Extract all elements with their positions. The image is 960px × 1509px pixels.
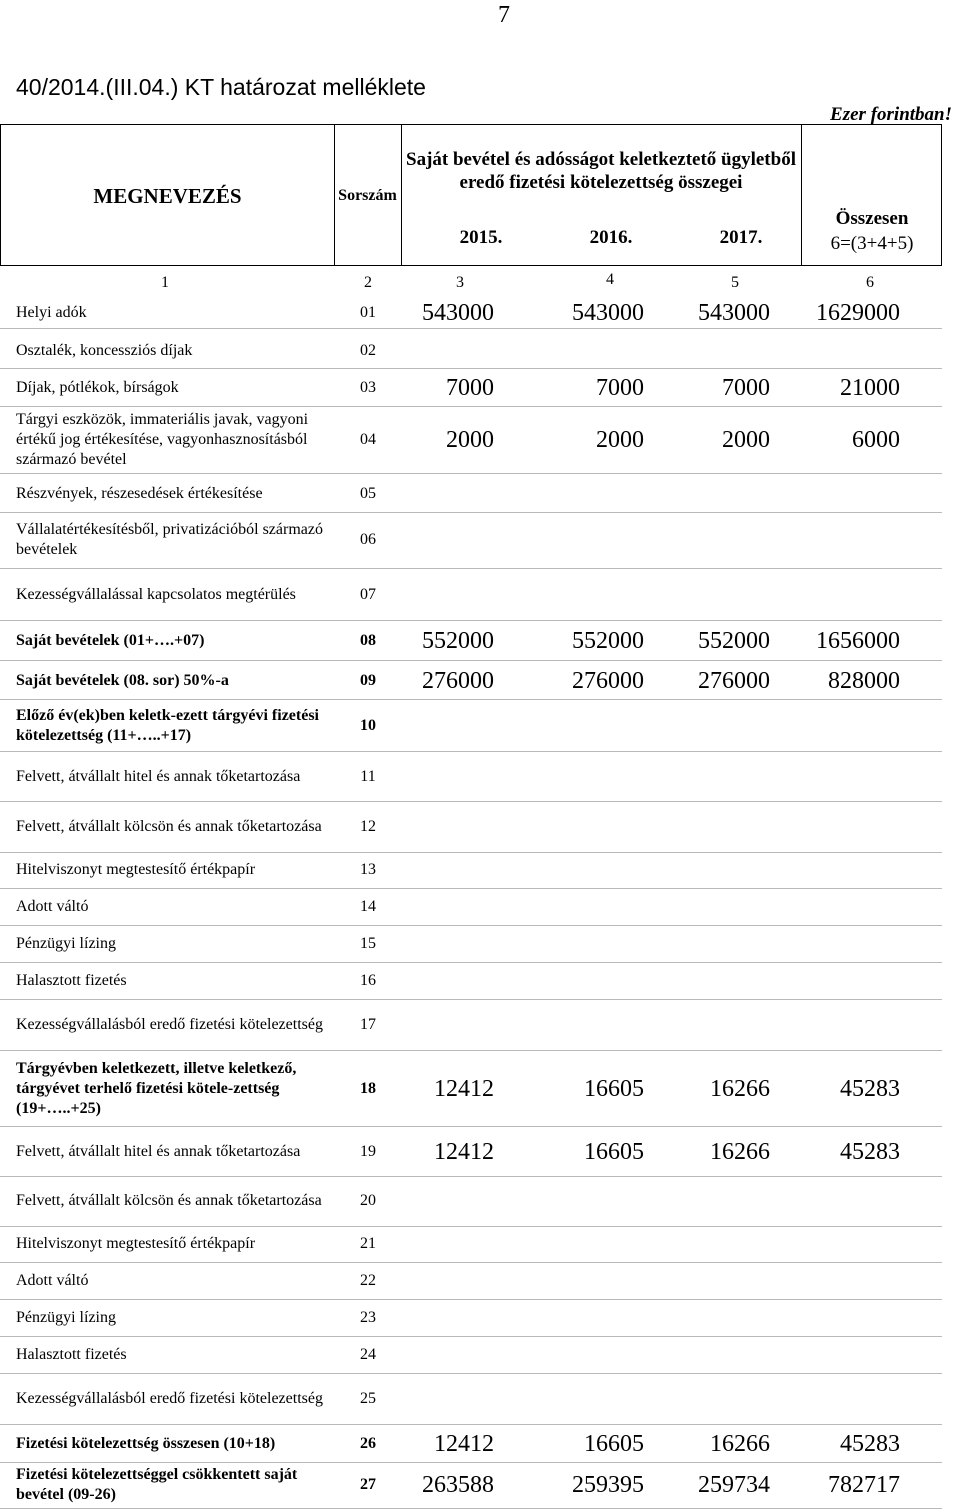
row-number: 25 xyxy=(360,1390,376,1407)
row-label: Pénzügyi lízing xyxy=(16,935,116,952)
value-2017 xyxy=(650,926,770,962)
value-2017 xyxy=(650,476,770,512)
value-2015: 12412 xyxy=(434,1075,494,1102)
value-2015 xyxy=(400,334,494,368)
value-total: 45283 xyxy=(840,1138,900,1165)
table-row xyxy=(0,1337,942,1374)
row-label: Tárgyévben keletkezett, illetve keletkező, tárgyévet terhelő fizetési kötele-zettség (19+…..+25) xyxy=(16,1060,297,1117)
header-total-formula: 6=(3+4+5) xyxy=(830,233,914,254)
row-label: Tárgyi eszközök, immateriális javak, vagyoni értékű jog értékesítése, vagyonhasznosításból származó bevétel xyxy=(16,411,309,468)
header-total xyxy=(801,201,943,261)
row-number: 08 xyxy=(360,632,376,649)
table-row xyxy=(0,753,942,802)
row-label: Halasztott fizetés xyxy=(16,972,127,989)
value-2017 xyxy=(650,570,770,620)
table-row xyxy=(0,802,942,853)
value-2016: 276000 xyxy=(572,667,644,694)
value-total xyxy=(780,926,900,962)
row-label: Osztalék, koncessziós díjak xyxy=(16,342,193,359)
row-number: 05 xyxy=(360,485,376,502)
value-2016 xyxy=(500,852,644,888)
value-total xyxy=(780,570,900,620)
value-2016: 543000 xyxy=(572,299,644,326)
value-2015: 12412 xyxy=(434,1138,494,1165)
row-number: 23 xyxy=(360,1309,376,1326)
value-2015 xyxy=(400,1000,494,1050)
value-2016: 2000 xyxy=(596,426,644,453)
value-2016: 16605 xyxy=(584,1075,644,1102)
header-total-label: Összesen xyxy=(835,208,909,229)
row-number: 20 xyxy=(360,1192,376,1209)
table-row xyxy=(0,1128,942,1177)
value-2015: 276000 xyxy=(422,667,494,694)
value-total xyxy=(780,476,900,512)
header-year-2016: 2016. xyxy=(589,227,633,248)
value-2016 xyxy=(500,963,644,999)
row-label: Díjak, pótlékok, bírságok xyxy=(16,379,179,396)
value-2015 xyxy=(400,1374,494,1424)
header-serial: Sorszám xyxy=(338,187,397,204)
row-number: 15 xyxy=(360,935,376,952)
table-row xyxy=(0,407,942,474)
table-row xyxy=(0,476,942,513)
value-total: 6000 xyxy=(852,426,900,453)
header-name: MEGNEVEZÉS xyxy=(93,183,242,208)
row-label: Helyi adók xyxy=(16,304,87,321)
value-total xyxy=(780,1374,900,1424)
value-2015 xyxy=(400,889,494,925)
value-2017 xyxy=(650,512,770,568)
table-row xyxy=(0,1052,942,1127)
value-2015: 552000 xyxy=(422,627,494,654)
value-total xyxy=(780,852,900,888)
value-2017: 552000 xyxy=(698,627,770,654)
row-label: Hitelviszonyt megtestesítő értékpapír xyxy=(16,1235,256,1252)
row-label: Pénzügyi lízing xyxy=(16,1309,116,1326)
table-row xyxy=(0,1263,942,1300)
value-total xyxy=(780,1176,900,1226)
value-2017: 2000 xyxy=(722,426,770,453)
column-number: 6 xyxy=(866,274,874,291)
value-2016 xyxy=(500,1226,644,1262)
value-2015 xyxy=(400,1176,494,1226)
column-number: 5 xyxy=(731,274,739,291)
column-number: 3 xyxy=(456,274,464,291)
value-2016 xyxy=(500,926,644,962)
value-2015 xyxy=(400,963,494,999)
value-total: 1629000 xyxy=(816,299,900,326)
row-label: Halasztott fizetés xyxy=(16,1346,127,1363)
value-total xyxy=(780,334,900,368)
value-2015 xyxy=(400,1263,494,1299)
row-label: Felvett, átvállalt hitel és annak tőketartozása xyxy=(16,768,301,785)
header-year-2015: 2015. xyxy=(459,227,503,248)
row-number: 18 xyxy=(360,1080,376,1097)
table-row xyxy=(0,663,942,700)
value-2015 xyxy=(400,926,494,962)
row-label: Felvett, átvállalt hitel és annak tőketartozása xyxy=(16,1143,301,1160)
value-2016 xyxy=(500,1300,644,1336)
value-2016 xyxy=(500,1000,644,1050)
value-2015 xyxy=(400,1337,494,1373)
row-label: Felvett, átvállalt kölcsön és annak tőketartozása xyxy=(16,818,322,835)
value-total: 21000 xyxy=(840,374,900,401)
value-2016 xyxy=(500,570,644,620)
table-row xyxy=(0,370,942,407)
row-label: Saját bevételek (01+….+07) xyxy=(16,632,205,649)
table-row xyxy=(0,570,942,621)
value-2016: 7000 xyxy=(596,374,644,401)
value-2016 xyxy=(500,334,644,368)
value-2017: 259734 xyxy=(698,1471,770,1498)
value-2015 xyxy=(400,701,494,751)
value-2017: 276000 xyxy=(698,667,770,694)
value-2015: 543000 xyxy=(422,299,494,326)
value-2015 xyxy=(400,852,494,888)
table-row xyxy=(0,1374,942,1425)
row-number: 13 xyxy=(360,861,376,878)
value-2017 xyxy=(650,1337,770,1373)
row-number: 22 xyxy=(360,1272,376,1289)
value-2016 xyxy=(500,512,644,568)
value-total: 1656000 xyxy=(816,627,900,654)
value-2015 xyxy=(400,1300,494,1336)
value-2017 xyxy=(650,852,770,888)
value-2017 xyxy=(650,1176,770,1226)
value-2015: 7000 xyxy=(446,374,494,401)
row-number: 06 xyxy=(360,531,376,548)
table-header xyxy=(0,124,942,266)
row-label: Felvett, átvállalt kölcsön és annak tőketartozása xyxy=(16,1192,322,1209)
value-2015 xyxy=(400,753,494,801)
row-number: 07 xyxy=(360,586,376,603)
row-number: 09 xyxy=(360,672,376,689)
value-total xyxy=(780,1226,900,1262)
value-2015: 263588 xyxy=(422,1471,494,1498)
row-label: Adott váltó xyxy=(16,1272,89,1289)
value-total: 782717 xyxy=(828,1471,900,1498)
value-2017 xyxy=(650,334,770,368)
column-number: 1 xyxy=(161,274,169,291)
value-2016 xyxy=(500,476,644,512)
value-total xyxy=(780,512,900,568)
value-2016 xyxy=(500,1263,644,1299)
value-2015 xyxy=(400,802,494,852)
row-number: 01 xyxy=(360,304,376,321)
row-label: Saját bevételek (08. sor) 50%-a xyxy=(16,672,229,689)
value-2017 xyxy=(650,753,770,801)
row-label: Részvények, részesedések értékesítése xyxy=(16,485,263,502)
value-2015 xyxy=(400,1226,494,1262)
row-number: 03 xyxy=(360,379,376,396)
value-2017 xyxy=(650,889,770,925)
row-label: Fizetési kötelezettség összesen (10+18) xyxy=(16,1435,276,1452)
value-2017 xyxy=(650,1226,770,1262)
value-total xyxy=(780,802,900,852)
value-2015: 2000 xyxy=(446,426,494,453)
value-2017: 7000 xyxy=(722,374,770,401)
row-number: 16 xyxy=(360,972,376,989)
value-2017 xyxy=(650,701,770,751)
value-total xyxy=(780,1000,900,1050)
value-total xyxy=(780,1337,900,1373)
value-2016 xyxy=(500,1374,644,1424)
row-label: Előző év(ek)ben keletk-ezett tárgyévi fizetési kötelezettség (11+…..+17) xyxy=(16,707,319,744)
table-row xyxy=(0,298,942,329)
value-2017 xyxy=(650,1000,770,1050)
unit-note: Ezer forintban! xyxy=(830,104,952,125)
value-2017: 16266 xyxy=(710,1075,770,1102)
value-2015 xyxy=(400,570,494,620)
row-number: 24 xyxy=(360,1346,376,1363)
value-total xyxy=(780,1263,900,1299)
value-2016 xyxy=(500,1176,644,1226)
row-label: Kezességvállalással kapcsolatos megtérülés xyxy=(16,586,296,603)
table-row xyxy=(0,1000,942,1051)
column-number: 4 xyxy=(606,271,614,288)
table-row xyxy=(0,963,942,1000)
value-2016: 16605 xyxy=(584,1138,644,1165)
table-row xyxy=(0,1426,942,1463)
row-label: Kezességvállalásból eredő fizetési kötelezettség xyxy=(16,1016,323,1033)
table-row xyxy=(0,1300,942,1337)
value-total xyxy=(780,963,900,999)
value-2015 xyxy=(400,512,494,568)
value-total xyxy=(780,701,900,751)
row-number: 10 xyxy=(360,717,376,734)
table-row xyxy=(0,334,942,369)
column-number: 2 xyxy=(364,274,372,291)
value-2016: 552000 xyxy=(572,627,644,654)
row-label: Hitelviszonyt megtestesítő értékpapír xyxy=(16,861,256,878)
value-total: 828000 xyxy=(828,667,900,694)
value-2017: 16266 xyxy=(710,1138,770,1165)
value-2016 xyxy=(500,1337,644,1373)
table-row xyxy=(0,1462,942,1509)
header-year-2017: 2017. xyxy=(719,227,763,248)
document-title: 40/2014.(III.04.) KT határozat melléklete xyxy=(16,74,426,100)
row-number: 17 xyxy=(360,1016,376,1033)
value-2017: 543000 xyxy=(698,299,770,326)
row-number: 02 xyxy=(360,342,376,359)
value-2017 xyxy=(650,1263,770,1299)
value-total xyxy=(780,753,900,801)
table-row xyxy=(0,512,942,569)
value-2016: 16605 xyxy=(584,1430,644,1457)
value-total xyxy=(780,1300,900,1336)
table-row xyxy=(0,701,942,752)
column-number-row xyxy=(0,268,942,298)
value-2017 xyxy=(650,1374,770,1424)
value-2017 xyxy=(650,802,770,852)
table-row xyxy=(0,622,942,661)
row-label: Vállalatértékesítésből, privatizációból származó bevételek xyxy=(16,521,323,558)
row-number: 21 xyxy=(360,1235,376,1252)
value-total xyxy=(780,889,900,925)
table-row xyxy=(0,1226,942,1263)
row-label: Fizetési kötelezettséggel csökkentett saját bevétel (09-26) xyxy=(16,1466,298,1503)
row-number: 26 xyxy=(360,1435,376,1452)
table-row xyxy=(0,852,942,889)
value-2015 xyxy=(400,476,494,512)
row-number: 14 xyxy=(360,898,376,915)
row-number: 11 xyxy=(360,768,376,785)
row-number: 04 xyxy=(360,431,376,448)
value-total: 45283 xyxy=(840,1075,900,1102)
row-number: 12 xyxy=(360,818,376,835)
value-2015: 12412 xyxy=(434,1430,494,1457)
table-row xyxy=(0,889,942,926)
row-label: Kezességvállalásból eredő fizetési kötelezettség xyxy=(16,1390,323,1407)
value-2017: 16266 xyxy=(710,1430,770,1457)
row-number: 19 xyxy=(360,1143,376,1160)
value-2016 xyxy=(500,889,644,925)
table-row xyxy=(0,1176,942,1227)
value-total: 45283 xyxy=(840,1430,900,1457)
row-label: Adott váltó xyxy=(16,898,89,915)
value-2017 xyxy=(650,963,770,999)
header-group: Saját bevétel és adósságot keletkeztető ügyletből eredő fizetési kötelezettség összegei xyxy=(406,149,796,193)
value-2016 xyxy=(500,701,644,751)
table-row xyxy=(0,926,942,963)
row-number: 27 xyxy=(360,1476,376,1493)
value-2016 xyxy=(500,753,644,801)
value-2017 xyxy=(650,1300,770,1336)
value-2016: 259395 xyxy=(572,1471,644,1498)
value-2016 xyxy=(500,802,644,852)
page-number: 7 xyxy=(498,2,510,28)
